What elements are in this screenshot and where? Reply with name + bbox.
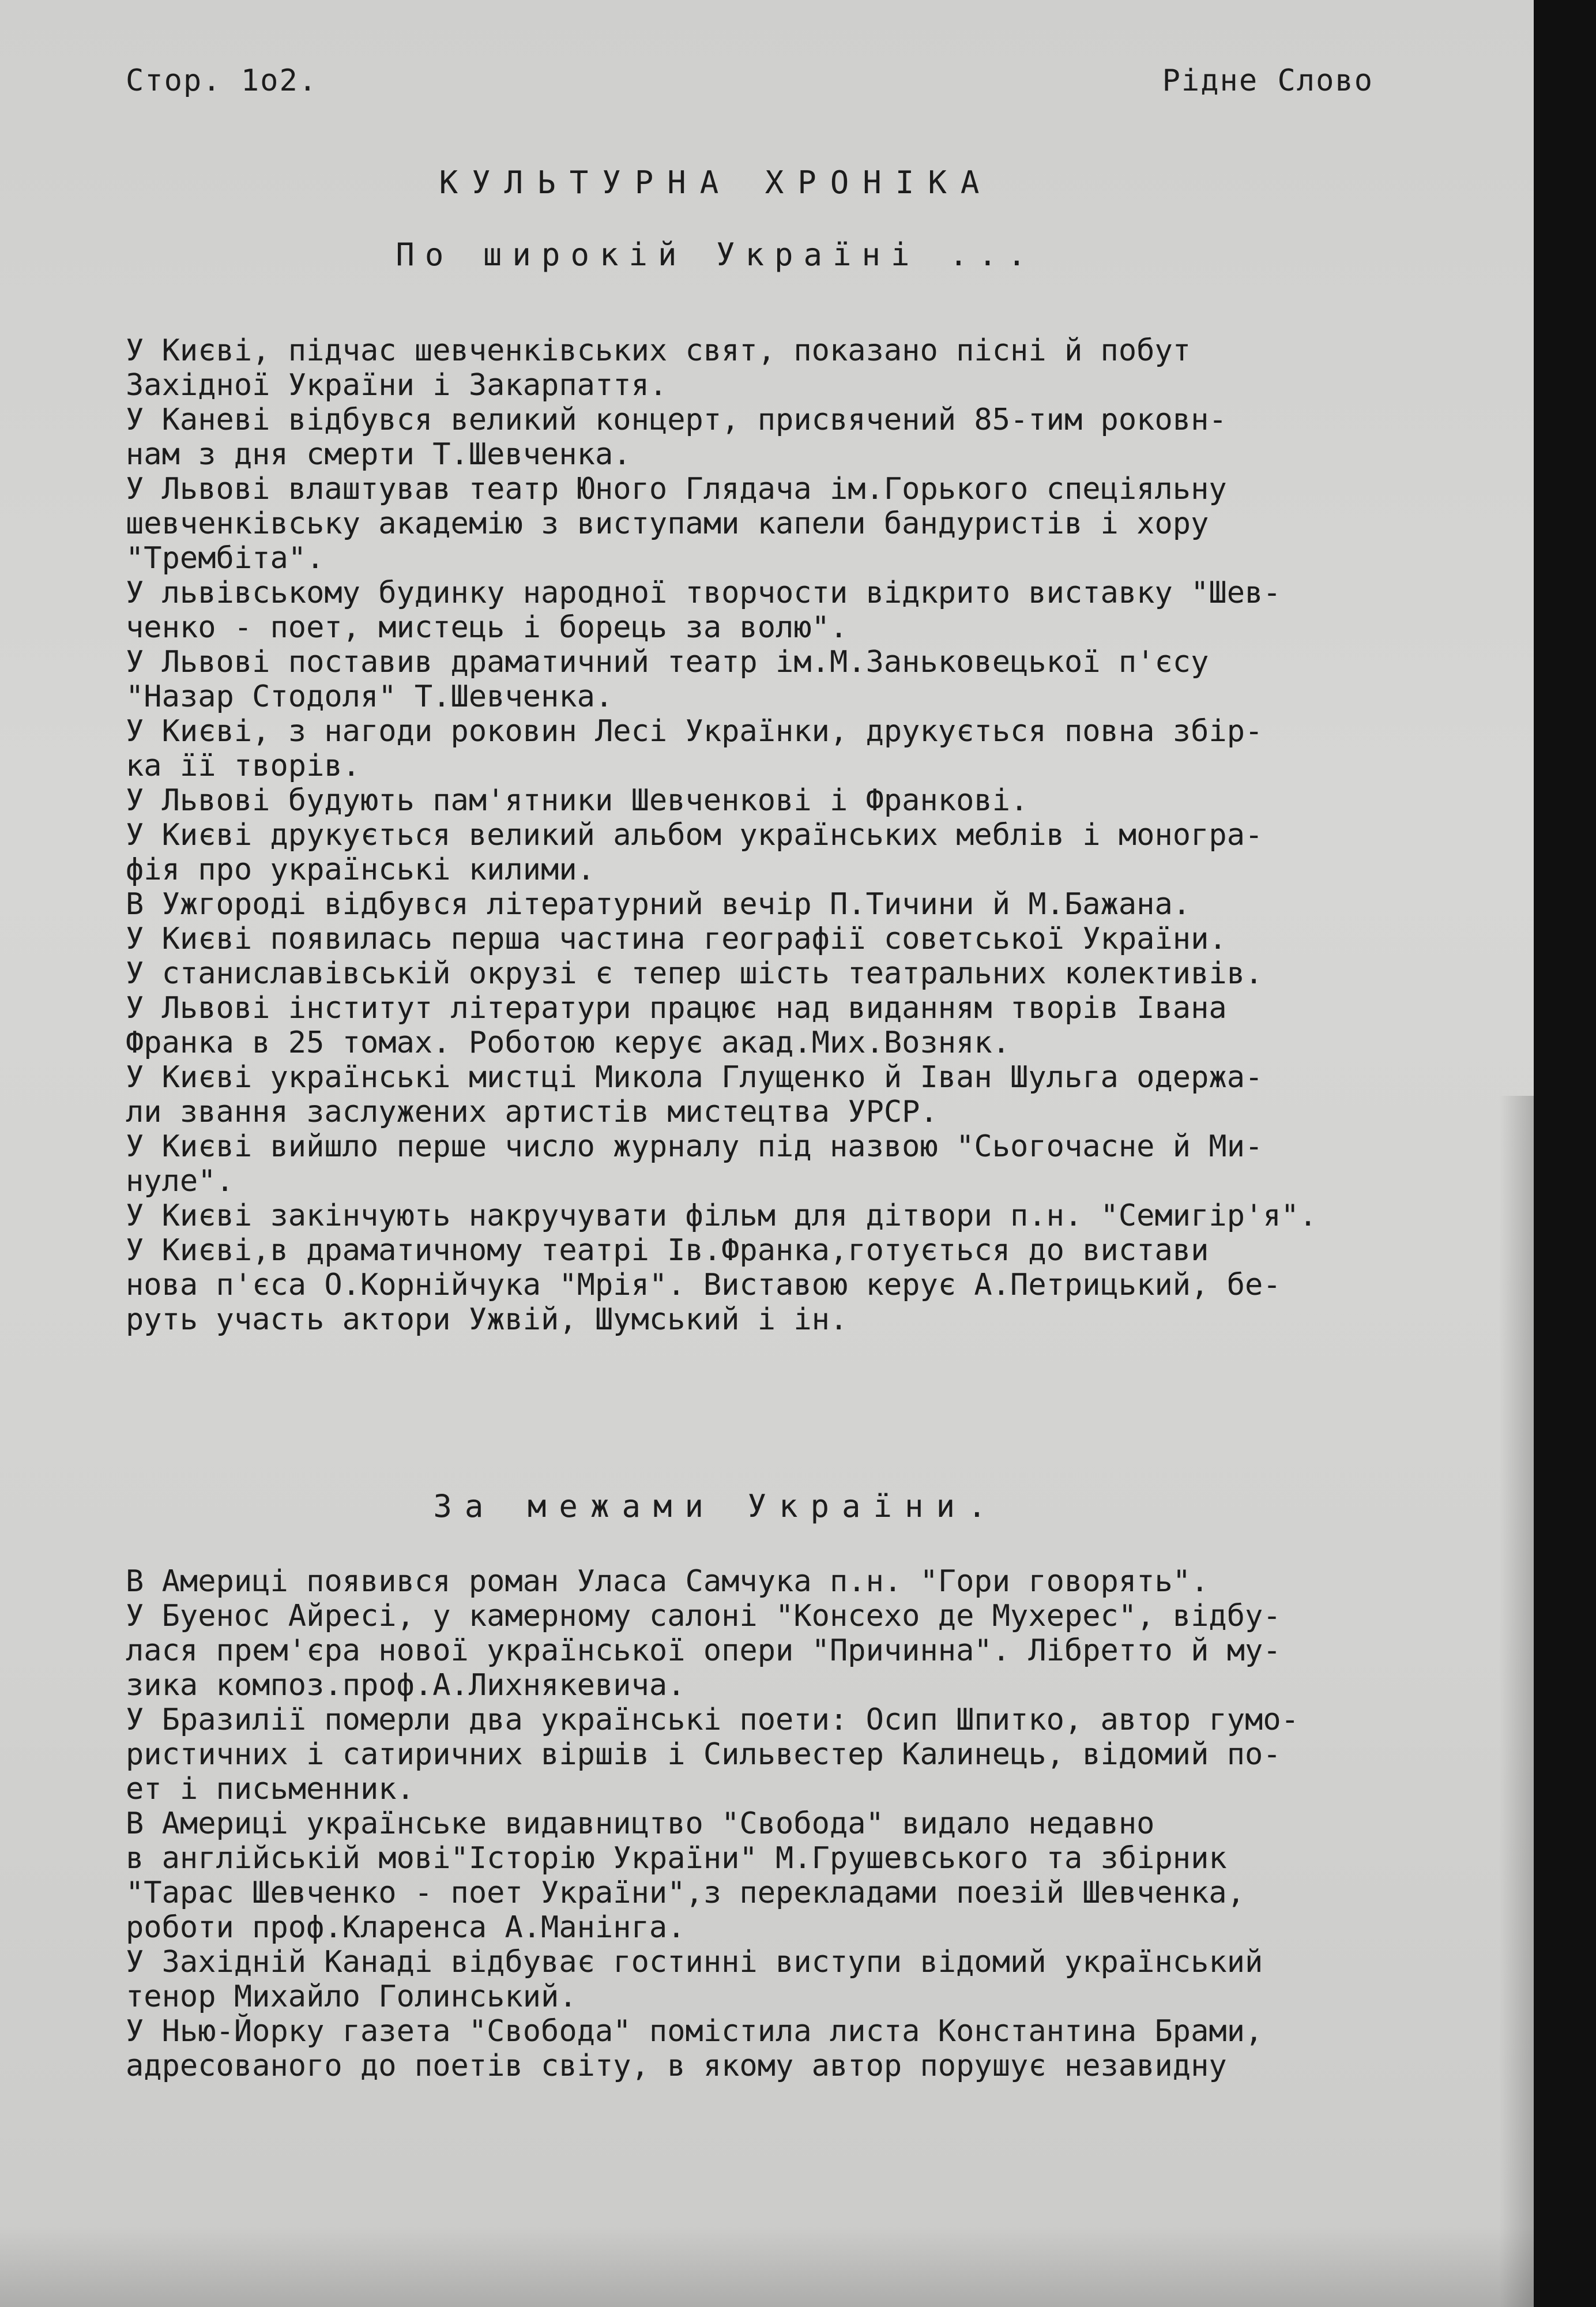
text-line: В Ужгороді відбувся літературний вечір П.Тичини й М.Бажана. — [126, 887, 1191, 922]
text-line: В Америці українське видавництво "Свобода" видало недавно — [126, 1806, 1155, 1841]
text-line: "Назар Стодоля" Т.Шевченка. — [126, 679, 613, 714]
text-line: У Києві,в драматичному театрі Ів.Франка,готується до вистави — [126, 1233, 1209, 1268]
text-line: У Києві вийшло перше число журналу під назвою "Сьогочасне й Ми- — [126, 1129, 1263, 1164]
text-line: У Нью-Йорку газета "Свобода" помістила листа Константина Брами, — [126, 2014, 1263, 2049]
text-line: "Тарас Шевченко - поет України",з перекладами поезій Шевченка, — [126, 1876, 1245, 1910]
text-line: У львівському будинку народної творчости відкрито виставку "Шев- — [126, 576, 1281, 610]
section-heading-ukraine: По широкій Україні ... — [396, 236, 1037, 273]
text-line: ка її творів. — [126, 749, 360, 783]
text-line: Західної України і Закарпаття. — [126, 368, 668, 403]
chronicle-abroad — [126, 1564, 1534, 2083]
page-title: КУЛЬТУРНА ХРОНІКА — [439, 164, 993, 201]
text-line: "Трембіта". — [126, 541, 325, 576]
text-line: В Америці появився роман Уласа Самчука п.н. "Гори говорять". — [126, 1564, 1209, 1599]
text-line: У Львові будують пам'ятники Шевченкові і Франкові. — [126, 783, 1029, 818]
text-line: У Києві, підчас шевченківських свят, показано пісні й побут — [126, 333, 1191, 368]
text-line: в англійській мові"Історію України" М.Грушевського та збірник — [126, 1841, 1227, 1876]
text-line: ет і письменник. — [126, 1772, 415, 1806]
page-bottom-shadow — [0, 2226, 1534, 2307]
text-line: ли звання заслужених артистів мистецтва УРСР. — [126, 1095, 938, 1129]
text-line: адресованого до поетів світу, в якому автор порушує незавидну — [126, 2049, 1227, 2083]
text-line: нова п'єса О.Корнійчука "Мрія". Виставою керує А.Петрицький, бе- — [126, 1268, 1281, 1302]
text-line: тенор Михайло Голинський. — [126, 1979, 577, 2014]
text-line: нам з дня смерти Т.Шевченка. — [126, 437, 631, 472]
text-line: У Києві закінчують накручувати фільм для дітвори п.н. "Семигір'я". — [126, 1198, 1318, 1233]
text-line: У Буенос Айресі, у камерному салоні "Консехо де Мухерес", відбу- — [126, 1599, 1281, 1633]
page-header — [126, 63, 1373, 110]
text-line: У Західній Канаді відбуває гостинні виступи відомий український — [126, 1945, 1263, 1979]
text-line: ченко - поет, мистець і борець за волю". — [126, 610, 848, 645]
text-line: шевченківську академію з виступами капели бандуристів і хору — [126, 506, 1209, 541]
text-line: нуле". — [126, 1164, 234, 1198]
text-line: У Києві, з нагоди роковин Лесі Українки, друкується повна збір- — [126, 714, 1263, 749]
text-line: У Бразилії померли два українські поети: Осип Шпитко, автор гумо- — [126, 1703, 1299, 1737]
chronicle-ukraine — [126, 333, 1534, 1337]
text-line: руть участь актори Ужвій, Шумський і ін. — [126, 1302, 848, 1337]
text-line: ристичних і сатиричних віршів і Сильвестер Калинець, відомий по- — [126, 1737, 1281, 1772]
text-line: роботи проф.Кларенса А.Манінга. — [126, 1910, 686, 1945]
text-line: У станиславівській окрузі є тепер шість театральних колективів. — [126, 956, 1263, 991]
section-heading-abroad: За межами України. — [433, 1488, 999, 1524]
text-line: фія про українські килими. — [126, 852, 595, 887]
text-line: У Львові інститут літератури працює над виданням творів Івана — [126, 991, 1227, 1025]
text-line: зика композ.проф.А.Лихнякевича. — [126, 1668, 686, 1703]
text-line: У Києві друкується великий альбом українських меблів і моногра- — [126, 818, 1263, 852]
text-line: лася прем'єра нової української опери "Причинна". Лібретто й му- — [126, 1633, 1281, 1668]
text-line: У Києві українські мистці Микола Глущенко й Іван Шульга одержа- — [126, 1060, 1263, 1095]
text-line: У Львові поставив драматичний театр ім.М.Заньковецької п'єсу — [126, 645, 1209, 679]
publication-name: Рідне Слово — [1162, 63, 1373, 98]
page-number: Стор. 1о2. — [126, 63, 318, 98]
text-line: У Києві появилась перша частина географії советської України. — [126, 922, 1227, 956]
text-line: Франка в 25 томах. Роботою керує акад.Мих.Возняк. — [126, 1025, 1011, 1060]
text-line: У Каневі відбувся великий концерт, присвячений 85-тим роковн- — [126, 403, 1227, 437]
text-line: У Львові влаштував театр Юного Глядача ім.Горького спеціяльну — [126, 472, 1227, 506]
